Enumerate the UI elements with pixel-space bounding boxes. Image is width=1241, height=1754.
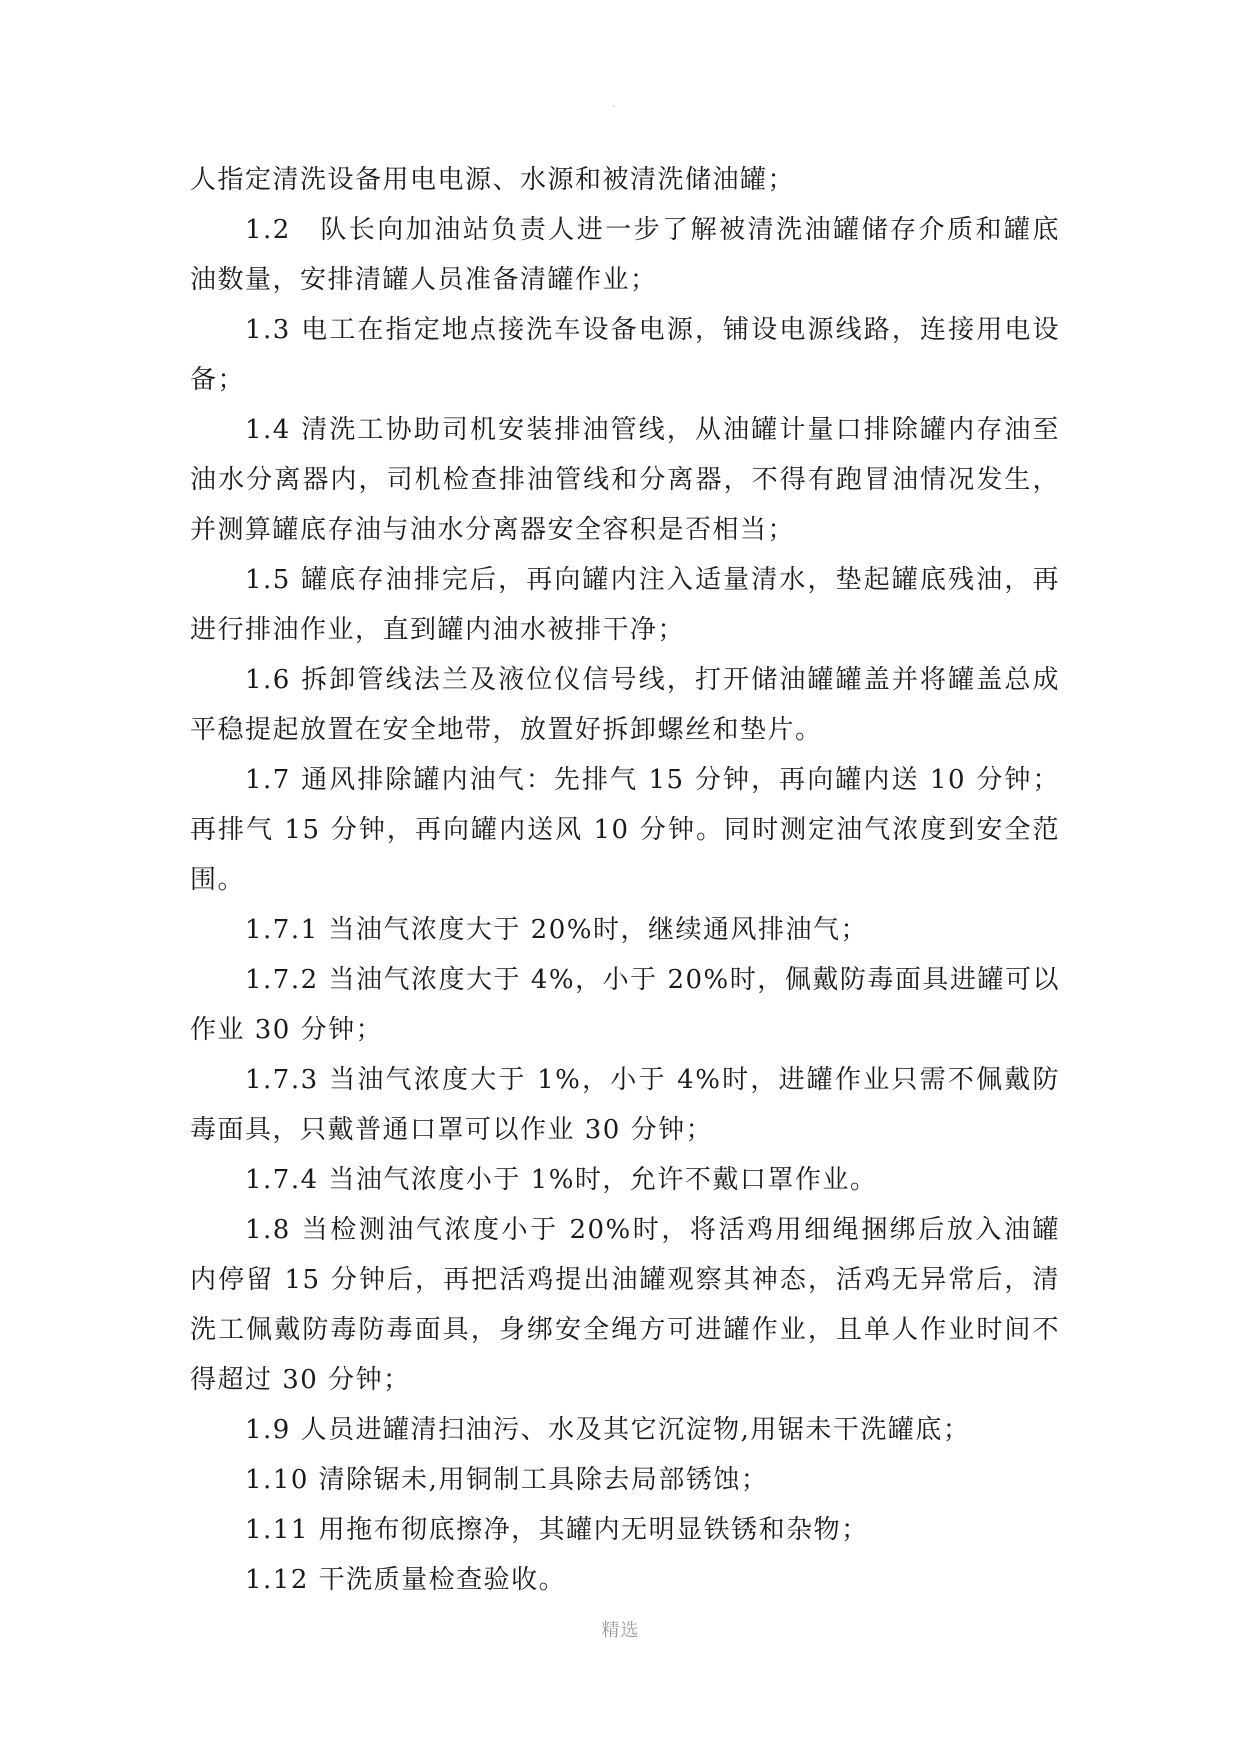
paragraph-1-7-2: 1.7.2 当油气浓度大于 4%，小于 20%时，佩戴防毒面具进罐可以作业 30 分钟； xyxy=(190,965,1060,1045)
document-body xyxy=(190,155,1060,1605)
paragraph-1-7: 1.7 通风排除罐内油气：先排气 15 分钟，再向罐内送 10 分钟；再排气 15 分钟，再向罐内送风 10 分钟。同时测定油气浓度到安全范围。 xyxy=(190,765,1060,895)
paragraph-1-7-3: 1.7.3 当油气浓度大于 1%，小于 4%时，进罐作业只需不佩戴防毒面具，只戴普通口罩可以作业 30 分钟； xyxy=(190,1065,1060,1145)
paragraph-1-7-4: 1.7.4 当油气浓度小于 1%时，允许不戴口罩作业。 xyxy=(245,1165,878,1195)
paragraph-1-3: 1.3 电工在指定地点接洗车设备电源，铺设电源线路，连接用电设备； xyxy=(190,315,1060,395)
paragraph-1-12: 1.12 干洗质量检查验收。 xyxy=(245,1565,567,1595)
paragraph-1-9: 1.9 人员进罐清扫油污、水及其它沉淀物,用锯未干洗罐底； xyxy=(245,1415,971,1445)
paragraph-continuation: 人指定清洗设备用电电源、水源和被清洗储油罐； xyxy=(190,165,796,195)
paragraph-1-2: 1.2 队长向加油站负责人进一步了解被清洗油罐储存介质和罐底油数量，安排清罐人员准备清罐作业； xyxy=(190,215,1060,295)
footer-label: 精选 xyxy=(601,1620,640,1641)
paragraph-1-11: 1.11 用拖布彻底擦净，其罐内无明显铁锈和杂物； xyxy=(245,1515,869,1545)
paragraph-1-6: 1.6 拆卸管线法兰及液位仪信号线，打开储油罐罐盖并将罐盖总成平稳提起放置在安全地带，放置好拆卸螺丝和垫片。 xyxy=(190,665,1060,745)
paragraph-1-5: 1.5 罐底存油排完后，再向罐内注入适量清水，垫起罐底残油，再进行排油作业，直到罐内油水被排干净； xyxy=(190,565,1060,645)
paragraph-1-7-1: 1.7.1 当油气浓度大于 20%时，继续通风排油气； xyxy=(245,915,868,945)
paragraph-1-8: 1.8 当检测油气浓度小于 20%时，将活鸡用细绳捆绑后放入油罐内停留 15 分钟后，再把活鸡提出油罐观察其神态，活鸡无异常后，清洗工佩戴防毒防毒面具，身绑安全绳方可进罐作业，且单人作业时间不得超过 30 分钟； xyxy=(190,1215,1060,1395)
header-mark: . xyxy=(612,99,616,110)
paragraph-1-10: 1.10 清除锯未,用铜制工具除去局部锈蚀； xyxy=(245,1465,769,1495)
paragraph-1-4: 1.4 清洗工协助司机安装排油管线，从油罐计量口排除罐内存油至油水分离器内，司机检查排油管线和分离器，不得有跑冒油情况发生，并测算罐底存油与油水分离器安全容积是否相当； xyxy=(190,415,1060,545)
